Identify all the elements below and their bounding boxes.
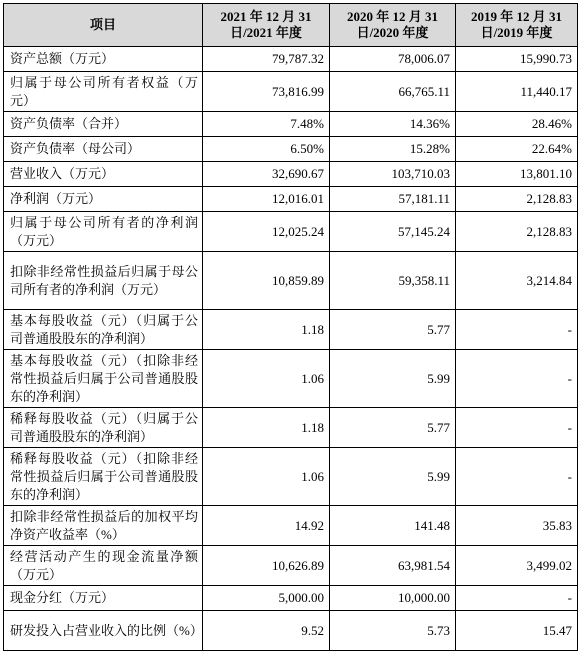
cell-2020: 57,145.24 [330,212,456,252]
table-row [4,506,578,546]
row-label: 营业收入（万元） [4,162,203,187]
financial-indicators-table [3,3,578,651]
table-row [4,112,578,137]
row-label: 基本每股收益（元）（归属于公司普通股股东的净利润） [4,310,203,350]
cell-2020: 141.48 [330,506,456,546]
cell-2021: 79,787.32 [203,47,330,72]
cell-2021: 1.06 [203,350,330,408]
table-row [4,350,578,408]
header-item: 项目 [4,4,203,47]
row-label: 基本每股收益（元）（扣除非经常性损益后归属于公司普通股股东的净利润） [4,350,203,408]
cell-2021: 1.18 [203,310,330,350]
cell-2021: 32,690.67 [203,162,330,187]
row-label: 扣除非经常性损益后的加权平均净资产收益率（%） [4,506,203,546]
cell-2019: - [456,408,578,448]
row-label: 净利润（万元） [4,187,203,212]
cell-2020: 5.73 [330,611,456,651]
cell-2019: 3,499.02 [456,546,578,586]
cell-2020: 59,358.11 [330,252,456,310]
cell-2019: 28.46% [456,112,578,137]
table-row [4,546,578,586]
table-row [4,187,578,212]
table-row [4,310,578,350]
cell-2019: 35.83 [456,506,578,546]
cell-2020: 10,000.00 [330,586,456,611]
cell-2020: 14.36% [330,112,456,137]
cell-2021: 14.92 [203,506,330,546]
row-label: 资产总额（万元） [4,47,203,72]
table-row [4,137,578,162]
row-label: 稀释每股收益（元）（扣除非经常性损益后归属于公司普通股股东的净利润） [4,448,203,506]
cell-2019: 2,128.83 [456,187,578,212]
cell-2019: - [456,586,578,611]
table-row [4,252,578,310]
row-label: 扣除非经常性损益后归属于母公司所有者的净利润（万元） [4,252,203,310]
cell-2020: 5.99 [330,350,456,408]
cell-2021: 7.48% [203,112,330,137]
cell-2019: 11,440.17 [456,72,578,112]
cell-2019: 15.47 [456,611,578,651]
header-2019: 2019 年 12 月 31 日/2019 年度 [456,4,578,47]
cell-2021: 1.18 [203,408,330,448]
table-row [4,611,578,651]
cell-2021: 5,000.00 [203,586,330,611]
table-row [4,586,578,611]
table-row [4,408,578,448]
cell-2020: 78,006.07 [330,47,456,72]
table-row [4,448,578,506]
cell-2020: 103,710.03 [330,162,456,187]
cell-2019: - [456,310,578,350]
table-row [4,72,578,112]
row-label: 资产负债率（合并） [4,112,203,137]
table-row [4,47,578,72]
cell-2019: 13,801.10 [456,162,578,187]
table-row [4,212,578,252]
cell-2021: 6.50% [203,137,330,162]
header-2021: 2021 年 12 月 31 日/2021 年度 [203,4,330,47]
cell-2020: 57,181.11 [330,187,456,212]
table-header-row [4,4,578,47]
row-label: 归属于母公司所有者的净利润（万元） [4,212,203,252]
cell-2019: 15,990.73 [456,47,578,72]
row-label: 研发投入占营业收入的比例（%） [4,611,203,651]
cell-2019: 2,128.83 [456,212,578,252]
cell-2020: 66,765.11 [330,72,456,112]
cell-2021: 10,859.89 [203,252,330,310]
row-label: 现金分红（万元） [4,586,203,611]
cell-2020: 15.28% [330,137,456,162]
table-row [4,162,578,187]
row-label: 稀释每股收益（元）（归属于公司普通股股东的净利润） [4,408,203,448]
cell-2021: 1.06 [203,448,330,506]
header-2020: 2020 年 12 月 31 日/2020 年度 [330,4,456,47]
cell-2021: 73,816.99 [203,72,330,112]
row-label: 资产负债率（母公司） [4,137,203,162]
cell-2020: 5.99 [330,448,456,506]
cell-2021: 12,025.24 [203,212,330,252]
cell-2021: 10,626.89 [203,546,330,586]
cell-2021: 9.52 [203,611,330,651]
cell-2020: 5.77 [330,310,456,350]
cell-2020: 63,981.54 [330,546,456,586]
cell-2019: - [456,350,578,408]
cell-2021: 12,016.01 [203,187,330,212]
cell-2020: 5.77 [330,408,456,448]
cell-2019: 3,214.84 [456,252,578,310]
financial-table-container [3,3,578,651]
cell-2019: - [456,448,578,506]
row-label: 归属于母公司所有者权益（万元） [4,72,203,112]
row-label: 经营活动产生的现金流量净额（万元） [4,546,203,586]
cell-2019: 22.64% [456,137,578,162]
